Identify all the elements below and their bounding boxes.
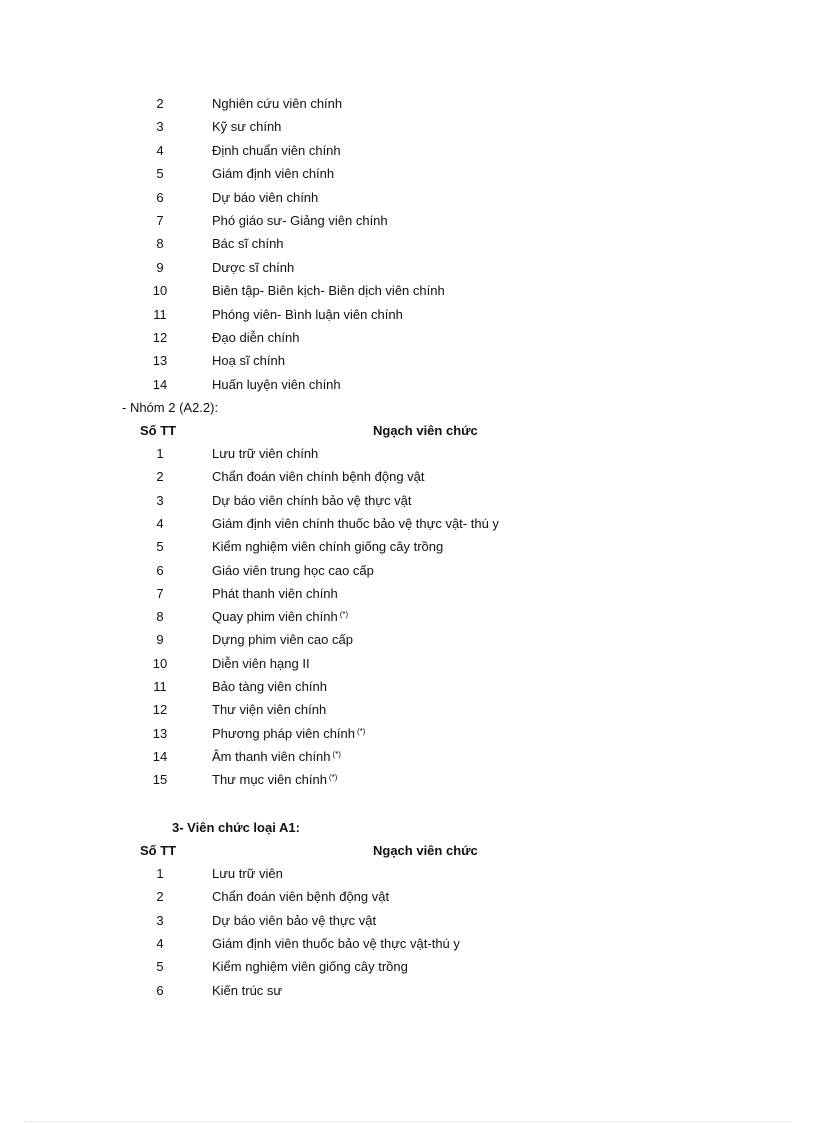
item-title-text: Bác sĩ chính [212,236,284,252]
item-title-text: Giám định viên chính [212,166,335,182]
item-title [212,514,499,534]
item-title [212,258,294,278]
item-title [212,677,327,697]
item-title [212,747,341,769]
item-title-text: Kiểm nghiệm viên giống cây trồng [212,959,408,975]
footnote-mark: (*) [332,749,341,759]
item-title-text: Quay phim viên chính [212,609,338,625]
item-title-text: Lưu trữ viên chính [212,446,319,461]
item-number: 2 [156,469,164,485]
item-number: 5 [156,539,164,555]
item-title [212,375,341,395]
item-title [212,561,374,581]
item-number: 6 [156,982,164,998]
item-number: 8 [156,609,164,625]
item-title-text: Huấn luyện viên chính [212,376,341,392]
item-title-text: Kiến trúc sư [212,982,283,998]
item-title-text: Giám định viên chính thuốc bảo vệ thực vật- thú y [212,515,499,531]
item-title [212,630,353,650]
item-title [212,887,389,907]
item-number: 14 [152,376,168,392]
table-header-number: Số TT [140,423,177,438]
item-title-text: Nghiên cứu viên chính [212,96,343,111]
item-number: 7 [156,213,164,228]
item-title-text: Biên tập- Biên kịch- Biên dịch viên chính [212,283,445,299]
item-title [212,700,326,720]
item-number: 3 [156,912,164,928]
item-title-text: Dự báo viên chính [212,189,319,205]
item-number: 3 [156,119,164,135]
item-title [212,770,337,792]
item-number: 4 [156,515,164,531]
item-number: 9 [156,259,164,275]
footnote-mark: (*) [357,726,366,736]
item-title-text: Thư mục viên chính [212,772,327,788]
item-title-text: Dự báo viên chính bảo vệ thực vật [212,492,412,508]
item-title [212,724,365,746]
item-title-text: Giáo viên trung học cao cấp [212,562,374,578]
item-title [212,537,443,557]
item-title [212,234,284,254]
item-title-text: Dược sĩ chính [212,259,295,275]
item-title [212,305,403,325]
item-number: 2 [156,889,164,905]
table-header-title: Ngạch viên chức [373,423,478,438]
item-number: 10 [152,283,168,299]
item-number: 5 [156,959,164,975]
item-title-text: Phóng viên- Bình luận viên chính [212,306,403,322]
group-2-heading: - Nhóm 2 (A2.2): [122,400,219,415]
item-number: 1 [156,446,164,461]
section-3-heading: 3- Viên chức loại A1: [172,820,300,835]
item-number: 4 [156,142,164,158]
item-title [212,491,412,511]
page-bottom-divider [24,1121,792,1122]
item-title [212,164,334,184]
item-number: 6 [156,189,164,205]
table-header-number-2: Số TT [140,843,177,858]
item-title-text: Kiểm nghiệm viên chính giống cây trồng [212,539,444,555]
item-title-text: Diễn viên hạng II [212,655,310,671]
item-title [212,607,348,629]
item-title-text: Phát thanh viên chính [212,585,338,601]
item-title [212,117,281,137]
item-title [212,444,318,464]
item-title [212,934,460,954]
item-title [212,351,285,371]
item-title [212,584,338,604]
item-title-text: Bảo tàng viên chính [212,679,327,694]
item-number: 11 [153,306,167,322]
item-title-text: Thư viện viên chính [212,702,327,718]
item-number: 6 [156,562,164,578]
item-number: 9 [156,632,164,648]
item-title-text: Hoạ sĩ chính [212,353,285,369]
item-number: 8 [156,236,164,252]
item-number: 15 [152,772,168,788]
item-title [212,957,408,977]
item-title-text: Phó giáo sư- Giảng viên chính [212,213,388,228]
item-title [212,328,299,348]
item-title [212,141,341,161]
item-title [212,864,283,884]
item-number: 10 [152,655,168,671]
item-title [212,981,282,1001]
item-title [212,911,376,931]
item-title-text: Đạo diễn chính [212,330,300,345]
item-number: 5 [156,166,164,182]
table-header-title-2: Ngạch viên chức [373,843,478,858]
item-title-text: Phương pháp viên chính [212,725,355,741]
item-title-text: Chẩn đoán viên chính bệnh động vật [212,469,425,485]
item-title-text: Lưu trữ viên [212,866,283,881]
item-title-text: Dựng phim viên cao cấp [212,632,353,648]
item-number: 1 [156,866,164,881]
item-number: 13 [152,353,168,369]
item-number: 4 [156,935,164,951]
item-number: 7 [156,585,164,601]
item-number: 13 [152,725,168,741]
item-title-text: Chẩn đoán viên bệnh động vật [212,889,390,905]
footnote-mark: (*) [328,773,338,783]
item-number: 2 [156,96,164,111]
footnote-mark: (*) [339,610,349,620]
item-title [212,188,318,208]
item-title [212,281,445,301]
item-title [212,654,310,674]
item-title-text: Dự báo viên bảo vệ thực vật [212,912,377,928]
item-title [212,467,425,487]
item-number: 3 [156,492,164,508]
item-title [212,94,342,114]
item-title-text: Âm thanh viên chính [212,748,331,764]
item-title [212,211,388,231]
item-number: 12 [152,702,168,718]
item-number: 12 [152,330,168,345]
item-number: 11 [153,679,167,694]
item-number: 14 [152,748,168,764]
item-title-text: Kỹ sư chính [212,119,282,135]
item-title-text: Giám định viên thuốc bảo vệ thực vật-thú y [212,935,460,951]
item-title-text: Định chuẩn viên chính [212,142,341,158]
